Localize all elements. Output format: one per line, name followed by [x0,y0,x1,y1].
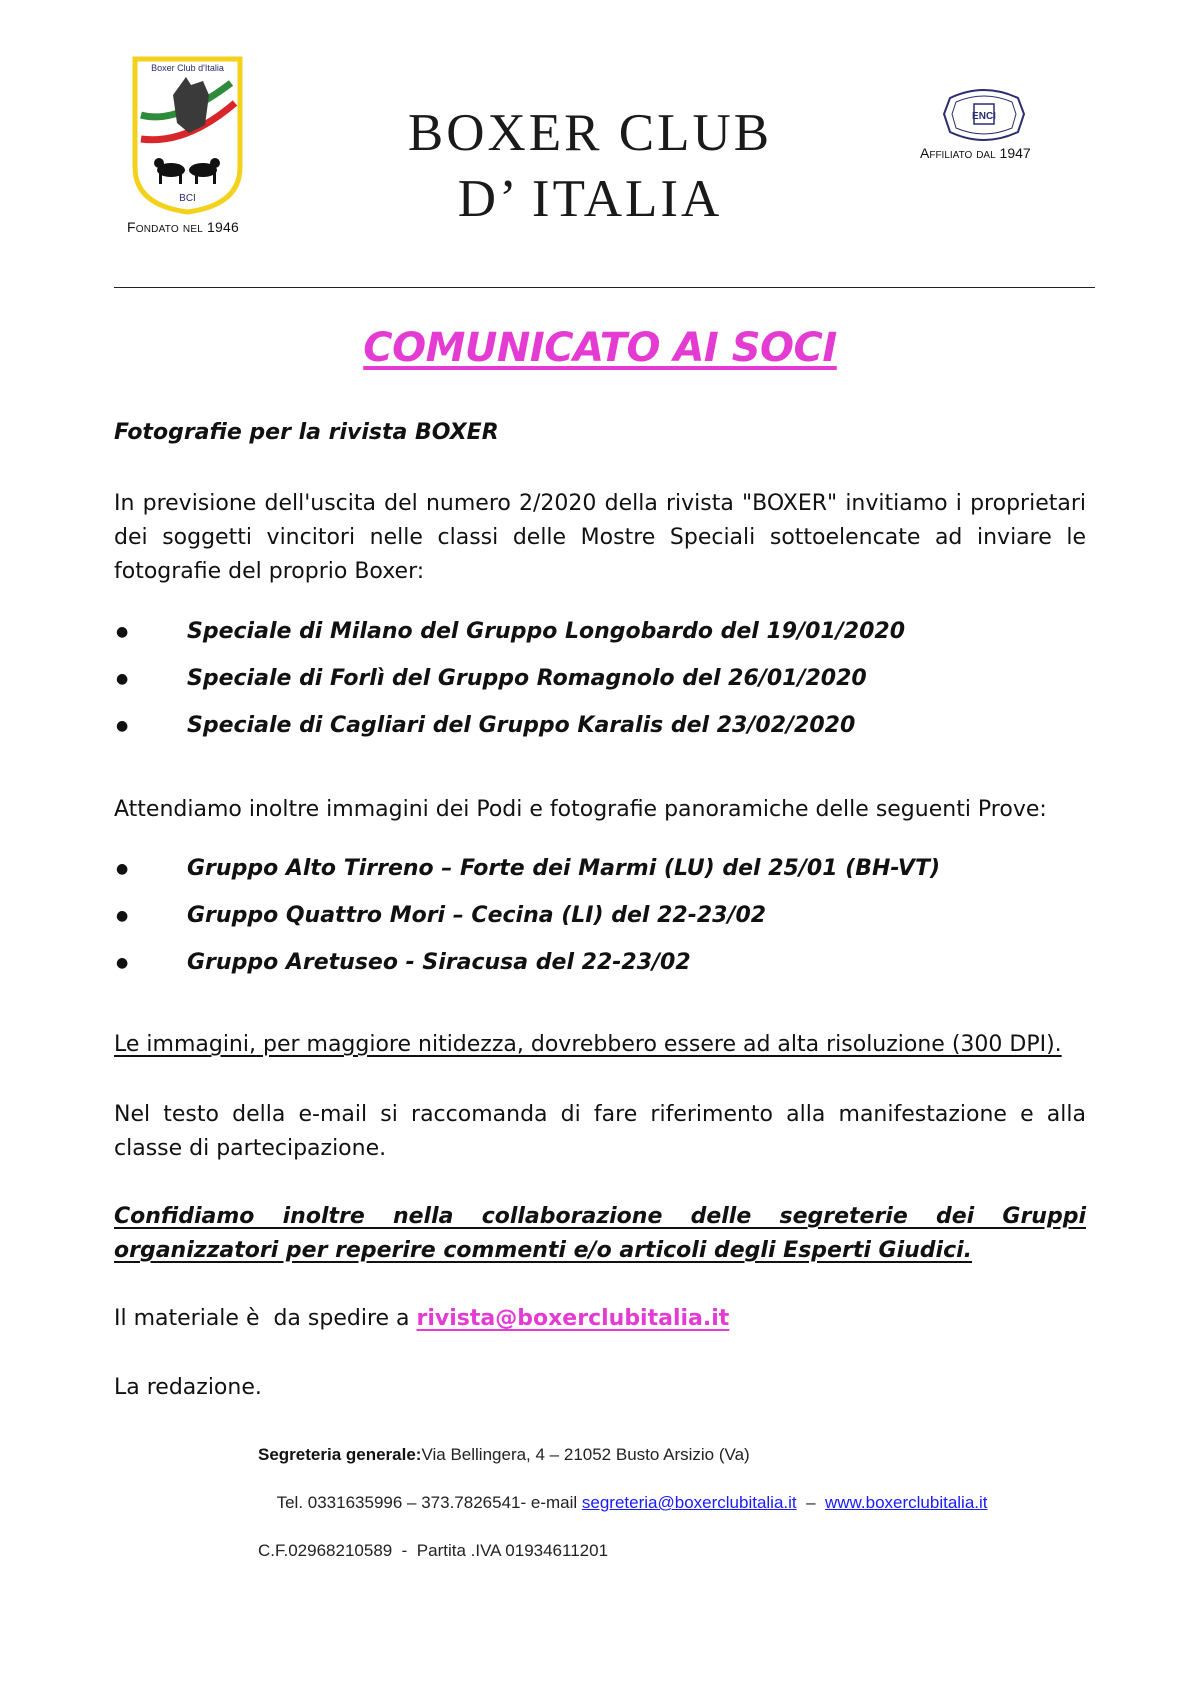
collaboration-note: Confidiamo inoltre nella collaborazione delle segreterie dei Gruppi organizzatori per reperire commenti e/o articoli degli Esperti Giudici. [114,1204,1086,1263]
list-item [114,662,1094,709]
resolution-note: Le immagini, per maggiore nitidezza, dovrebbero essere ad alta risoluzione (300 DPI). [114,1032,1062,1057]
specials-list [114,615,1094,756]
page-title: COMUNICATO AI SOCI [363,325,837,371]
list-item [114,899,1094,946]
intro-paragraph: In previsione dell'uscita del numero 2/2020 della rivista "BOXER" invitiamo i proprietari dei soggetti vincitori nelle classi delle Mostre Speciali sottoelencate ad inviare le fotografie del proprio Boxer: [114,491,1086,584]
email-note: Nel testo della e-mail si raccomanda di fare riferimento alla manifestazione e alla classe di partecipazione. [114,1102,1086,1161]
list-item-text: Gruppo Aretuseo - Siracusa del 22-23/02 [187,950,691,975]
bullet-icon: ● [116,671,129,687]
list-item-text: Speciale di Forlì del Gruppo Romagnolo del 26/01/2020 [187,666,867,691]
logo-left-initials: BCI [179,193,196,204]
list-item [114,615,1094,662]
footer-phone: Tel. 0331635996 – 373.7826541- e-mail [276,1493,582,1512]
club-title [380,100,800,232]
subject-line: Fotografie per la rivista BOXER [114,420,499,445]
website-link[interactable]: www.boxerclubitalia.it [825,1493,988,1512]
club-title-line1: BOXER CLUB [407,104,773,162]
list-item-text: Gruppo Alto Tirreno – Forte dei Marmi (LU) del 25/01 (BH-VT) [187,856,941,881]
footer-fiscal: C.F.02968210589 - Partita .IVA 01934611201 [258,1541,609,1560]
enci-logo-text: ENCI [972,111,996,122]
bullet-icon: ● [116,624,129,640]
list-item [114,946,1094,993]
rivista-email-link[interactable]: rivista@boxerclubitalia.it [416,1306,730,1331]
footer-separator: – [796,1493,825,1512]
list-item-text: Speciale di Milano del Gruppo Longobardo del 19/01/2020 [187,619,905,644]
trials-list [114,852,1094,993]
bullet-icon: ● [116,718,129,734]
footer-contact-line [258,1467,1098,1539]
list-item-text: Speciale di Cagliari del Gruppo Karalis del 23/02/2020 [187,713,856,738]
bullet-icon: ● [116,861,129,877]
list-item [114,709,1094,756]
footer-label: Segreteria generale: [258,1445,422,1464]
trials-intro: Attendiamo inoltre immagini dei Podi e fotografie panoramiche delle seguenti Prove: [114,797,1047,822]
footer-address-line [258,1443,1098,1467]
enci-logo [940,84,1028,146]
logo-left-text: Boxer Club d'Italia [151,63,224,73]
secretariat-email-link[interactable]: segreteria@boxerclubitalia.it [581,1493,797,1512]
bullet-icon: ● [116,908,129,924]
bullet-icon: ● [116,955,129,971]
list-item [114,852,1094,899]
founded-caption: Fondato nel 1946 [127,219,239,235]
signature: La redazione. [114,1375,262,1400]
header-divider [114,287,1095,288]
send-prefix: Il materiale è da spedire a [114,1306,417,1331]
list-item-text: Gruppo Quattro Mori – Cecina (LI) del 22-23/02 [187,903,767,928]
boxer-club-logo [131,55,244,215]
club-title-line2: D’ ITALIA [457,170,723,228]
footer-address: Via Bellingera, 4 – 21052 Busto Arsizio (Va) [421,1445,750,1464]
affiliated-caption: Affiliato dal 1947 [920,145,1031,161]
send-instructions [114,1302,729,1336]
footer [258,1443,1098,1563]
